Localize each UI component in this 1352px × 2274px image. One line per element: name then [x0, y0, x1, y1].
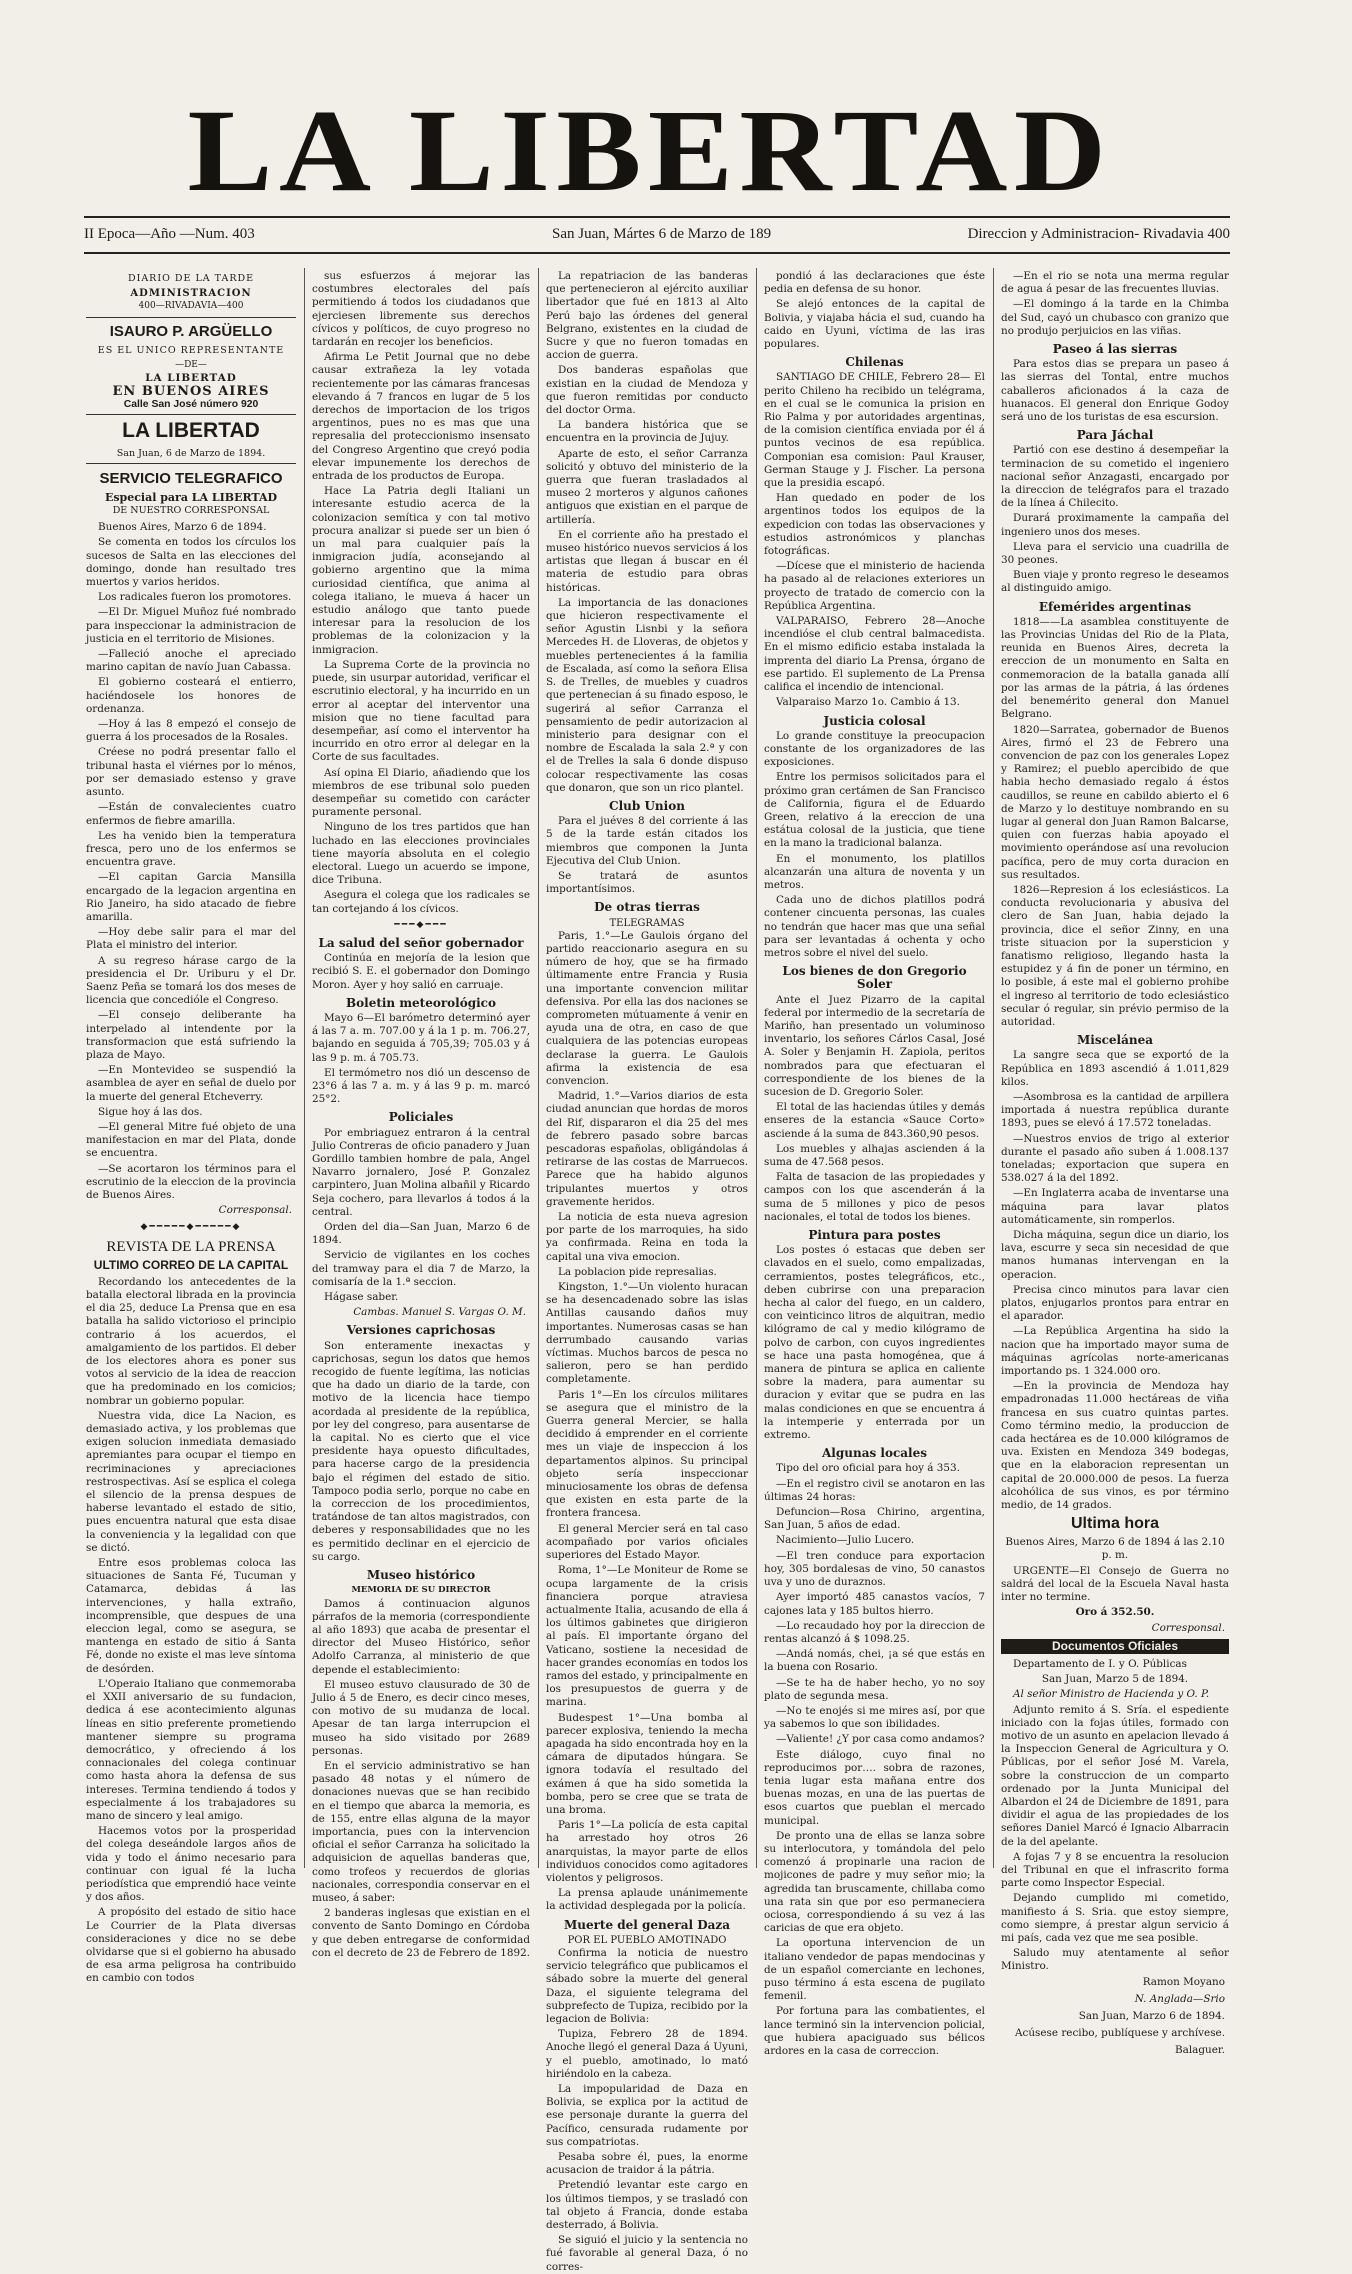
- paragraph: Lo grande constituye la preocupacion constante de los organizadores de las exposiciones.: [764, 729, 985, 769]
- header-rule-bottom: [84, 252, 1230, 254]
- paragraph: Ante el Juez Pizarro de la capital federal por intermedio de la secretaría de Mariño, han presentado un voluminoso inventario, los señores Cárlos Casal, José A. Soler y Benjamin H. Zapiola, peritos nombrados para que efectuaran el correspondiente de los bienes de la sucesion de D. Gregorio Soler.: [764, 993, 985, 1098]
- paragraph: —La República Argentina ha sido la nacion que ha importado mayor suma de máquinas agrícolas norte-americanas importando ps. 1 324.000 oro.: [1001, 1325, 1229, 1378]
- diario-label: DIARIO DE LA TARDE: [127, 273, 255, 284]
- admin-address: 400—RIVADAVIA—400: [138, 301, 244, 312]
- paragraph: Paris, 1.°—Le Gaulois órgano del partido reaccionario asegura en su número de hoy, que se ha firmado últimamente entre Francia y Rusia una importante convencion militar defensiva. Por ella las dos naciones se comprometen mútuamente á venir en ayuda una de otra, en caso de que cualquiera de las potencias europeas declarase la guerra. Le Gaulois afirma la existencia de esa convencion.: [546, 929, 748, 1087]
- paragraph: —En el registro civil se anotaron en las últimas 24 horas:: [764, 1477, 985, 1503]
- representative-city: EN BUENOS AIRES: [112, 384, 270, 400]
- column-3: [546, 270, 748, 2273]
- column-1: [86, 270, 296, 1985]
- paragraph: En el monumento, los platillos alcanzarán una altura de noventa y un metros.: [764, 852, 985, 891]
- paragraph: Son enteramente inexactas y caprichosas, segun los datos que hemos recogido de fuente legítima, las noticias que ha dado un diario de la tarde, con motivo de la licencia hace tiempo acordada al presidente de la república, por ley del congreso, para ausentarse de la capital. No es cierto que el vice presidente haya opuesto dificultades, para hacerse cargo de la presidencia bajo el régimen del estado de sitio. Tampoco podia serlo, porque no cabe en la correccion de los procedimientos, tratándose de tan altos magistrados, con deberes y responsabilidades que no les es permitido declinar en el ejercicio de su cargo.: [312, 1339, 530, 1563]
- paragraph: Se alejó entonces de la capital de Bolivia, y viajaba hácia el sud, cuando ha caido en Uyuni, víctima de las iras populares.: [764, 298, 985, 351]
- paragraph: Este diálogo, cuyo final no reproducimos por…. sobra de razones, tenia lugar esta mañana entre dos buenas mozas, en una de las puertas de esos cuartos que pueblan el mercado municipal.: [764, 1748, 985, 1827]
- representative-name: ISAURO P. ARGÜELLO: [109, 322, 273, 340]
- paragraph: La bandera histórica que se encuentra en la provincia de Jujuy.: [546, 419, 748, 445]
- section-heading: Chilenas: [845, 355, 904, 370]
- paragraph: El general Mercier será en tal caso acompañado por varios oficiales superiores del Estado Mayor.: [546, 1522, 748, 1562]
- paragraph: Valparaiso Marzo 1o. Cambio á 13.: [776, 696, 960, 709]
- paragraph: Servicio de vigilantes en los coches del tramway para el dia 7 de Marzo, la comisaría de la 1.ª seccion.: [312, 1249, 530, 1288]
- paragraph: —El Dr. Miguel Muñoz fué nombrado para inspeccionar la administracion de justicia en el territorio de Misiones.: [86, 606, 296, 645]
- paragraph: Dos banderas españolas que existian en la ciudad de Mendoza y que fueron remitidas por conducto del doctor Orma.: [546, 364, 748, 417]
- paragraph: Sigue hoy á las dos.: [98, 1105, 203, 1118]
- paragraph: —Andá nomás, chei, ¡a sé que estás en la buena con Rosario.: [764, 1648, 985, 1674]
- paragraph: Saludo muy atentamente al señor Ministro.: [1001, 1947, 1229, 1973]
- official-docs-heading: Documentos Oficiales: [1001, 1639, 1229, 1654]
- paragraph: La repatriacion de las banderas que pertenecieron al ejército auxiliar libertador que fué en 1813 al Alto Perú bajo las órdenes del general Belgrano, existentes en la ciudad de Sucre y que no fueron tomadas en accion de guerra.: [546, 270, 748, 362]
- signature: San Juan, Marzo 6 de 1894.: [1078, 2009, 1225, 2022]
- paragraph: sus esfuerzos á mejorar las costumbres electorales del país permitiendo á todos los ciudadanos que ejerciesen libremente sus derechos cívicos y políticos, de cuyo progreso no tardarán en recojer los beneficios.: [312, 270, 530, 349]
- section-heading: Paseo á las sierras: [1052, 342, 1178, 357]
- paragraph: —Falleció anoche el apreciado marino capitan de navío Juan Cabassa.: [86, 648, 296, 674]
- paragraph: Al señor Ministro de Hacienda y O. P.: [1013, 1688, 1210, 1701]
- paragraph: —El consejo deliberante ha interpelado al intendente por la transformacion que está sufriendo la plaza de Mayo.: [86, 1009, 296, 1061]
- paragraph: Asegura el colega que los radicales se tan cortejando á los cívicos.: [312, 889, 530, 915]
- section-heading: Museo histórico: [366, 1568, 476, 1583]
- paragraph: San Juan, Marzo 5 de 1894.: [1041, 1673, 1189, 1686]
- section-heading: Los bienes de don Gregorio Soler: [782, 964, 967, 992]
- section-heading: Muerte del general Daza: [563, 1917, 731, 1932]
- paragraph: Durará proximamente la campaña del ingeniero unos dos meses.: [1001, 512, 1229, 538]
- paragraph: Precisa cinco minutos para lavar cien platos, enjugarlos prontos para entrar en el aparador.: [1001, 1283, 1229, 1323]
- paragraph: Paris 1°—La policía de esta capital ha arrestado hoy otros 26 anarquistas, la mayor parte de ellos individuos conocidos como agitadores violentos y peligrosos.: [546, 1819, 748, 1884]
- paragraph: Buenos Aires, Marzo 6 de 1894 á las 2.10 p. m.: [1005, 1536, 1225, 1562]
- representative-box: [86, 317, 296, 415]
- paragraph: Ninguno de los tres partidos que han luchado en las elecciones provinciales tiene mayoría absoluta en el colegio electoral. Luego un acuerdo se impone, dice Tribuna.: [312, 821, 530, 887]
- column-divider: [756, 268, 757, 1868]
- paragraph: Entre esos problemas coloca las situaciones de Santa Fé, Tucuman y Catamarca, debidas á las intervenciones, y halla extraño, incomprensible, que despues de una eleccion legal, como se asegura, se mantenga en estado de sitio á Santa Fé, donde no existe el mas leve síntoma de desórden.: [86, 1557, 296, 1675]
- paragraph: —Dícese que el ministerio de hacienda ha pasado al de relaciones exteriores un proyecto de tratado de comercio con la República Argentina.: [764, 560, 985, 612]
- paragraph: —Hoy á las 8 empezó el consejo de guerra á los procesados de la Rosales.: [86, 718, 296, 744]
- section-heading: Policiales: [388, 1110, 454, 1125]
- telegraph-correspondent: DE NUESTRO CORRESPONSAL: [112, 505, 270, 517]
- signature: Corresponsal.: [1151, 1621, 1225, 1634]
- paragraph: Dejando cumplido mi cometido, manifiesto á S. Sria. que estoy siempre, como siempre, á prestar algun servicio á mi país, cada vez que me sea posible.: [1001, 1892, 1229, 1944]
- section-heading: Club Union: [609, 798, 685, 813]
- section-heading: Pintura para postes: [808, 1228, 941, 1243]
- paragraph: Se comenta en todos los círculos los sucesos de Salta en las elecciones del domingo, donde han resultado tres muertos y varios heridos.: [86, 536, 296, 589]
- paragraph: —El tren conduce para exportacion hoy, 305 bordalesas de vino, 50 canastos uva y uno de duraznos.: [764, 1549, 985, 1589]
- paragraph: 2 banderas inglesas que existian en el convento de Santo Domingo en Córdoba y que deben entregarse de conformidad con el decreto de 23 de Febrero de 1892.: [312, 1907, 530, 1959]
- press-review-heading: REVISTA DE LA PRENSA: [106, 1238, 276, 1255]
- paragraph: Orden del dia—San Juan, Marzo 6 de 1894.: [312, 1221, 530, 1247]
- paragraph: Nuestra vida, dice La Nacion, es demasiado activa, y los problemas que exigen solucion inmediata demasiado apremiantes para ocupar el tiempo en recriminaciones y apreciaciones restrospectivas. Así se esplica el colega el silencio de la prensa despues de haberse levantado el estado de sitio, pues encuentra natural que esta disae la conveniencia y la legalidad con que se dictó.: [86, 1409, 296, 1554]
- paragraph: La noticia de esta nueva agresion por parte de los marroquies, ha sido ya confirmada. Reina en toda la capital una viva emocion.: [546, 1211, 748, 1263]
- paragraph: —Asombrosa es la cantidad de arpillera importada á nuestra república durante 1893, pues se elevó á 17.572 toneladas.: [1001, 1090, 1229, 1130]
- paragraph: Falta de tasacion de las propiedades y campos con los que ascenderán á la suma de 5 millones y pico de pesos nacionales, el total de todos los bienes.: [764, 1171, 985, 1223]
- paragraph: —El capitan Garcia Mansilla encargado de la legacion argentina en Rio Janeiro, ha sido atacado de fiebre amarilla.: [86, 871, 296, 923]
- address-line: Direccion y Administracion- Rivadavia 400: [967, 226, 1230, 242]
- paragraph: —Valiente! ¿Y por casa como andamos?: [776, 1733, 985, 1746]
- admin-label: ADMINISTRACION: [130, 288, 252, 300]
- paragraph: Tupiza, Febrero 28 de 1894. Anoche llegó el general Daza á Uyuni, y el pueblo, amotinado, lo mató hiriéndolo en la cabeza.: [546, 2028, 748, 2080]
- paragraph: Así opina El Diario, añadiendo que los miembros de ese tribunal solo pueden desempeñar su cometido con carácter puramente personal.: [312, 766, 530, 819]
- paragraph: Créese no podrá presentar fallo el tribunal hasta el viérnes por lo ménos, por ser demasiado estenso y grave asunto.: [86, 746, 296, 799]
- paragraph: —Hoy debe salir para el mar del Plata el ministro del interior.: [86, 926, 296, 952]
- paragraph: Confirma la noticia de nuestro servicio telegráfico que publicamos el sábado sobre la muerte del general Daza, el siguiente telegrama del subprefecto de Tupiza, recibido por la legacion de Bolivia:: [546, 1946, 748, 2025]
- paragraph: Hágase saber.: [324, 1291, 399, 1304]
- paragraph: La poblacion pide represalias.: [558, 1265, 717, 1278]
- paragraph: El total de las haciendas útiles y demás enseres de la estancia «Sauce Corto» asciende á la suma de 843.360,90 pesos.: [764, 1101, 985, 1140]
- paragraph: —No te enojés si me mires así, por que ya sabemos lo que son ibilidades.: [764, 1704, 985, 1731]
- paragraph: Se siguió el juicio y la sentencia no fué favorable al general Daza, ó no corres-: [546, 2234, 748, 2273]
- paragraph: Defuncion—Rosa Chirino, argentina, San Juan, 5 años de edad.: [764, 1506, 985, 1532]
- paragraph: Adjunto remito á S. Sría. el espediente iniciado con la fojas útiles, formado con motivo de un asunto en apelacion llevado á la Inspeccion General de Agricultura y O. Públicas, por el señor José M. Varela, sobre la construccion de un comparto ordenado por la Junta Municipal del Albardon el 24 de Diciembre de 1891, para dividir el agua de las propiedades de los señores Daniel Marcó é Ignacio Albarracin de la del apelante.: [1001, 1703, 1229, 1848]
- paragraph: Hace La Patria degli Italiani un interesante estudio acerca de la colonizacion semítica y con tal motivo procura analizar si puede ser un bien ó un mal para cualquier país la inmigracion judía, aconsejando al gobierno argentino que la mima curiosidad científica, que anima al colega italiano, le mueva á hacer un estudio análogo que tanto puede interesar para la resolucion de los problemas de la colonizacion y la inmigracion.: [312, 485, 530, 656]
- paragraph: Budespest 1°—Una bomba al parecer explosiva, teniendo la mecha apagada ha sido encontrada hoy en la cámara de diputados húngara. Se ignora todavía el resultado del exámen á que ha sido sometida la bomba, pero se cree que se trata de una broma.: [546, 1711, 748, 1816]
- paragraph: —En el rio se nota una merma regular de agua á pesar de las frecuentes lluvias.: [1001, 270, 1229, 296]
- paragraph: L'Operaio Italiano que conmemoraba el XXII aniversario de su fundacion, dedica á ese acontecimiento algunas líneas en sitio preferente prometiendo mantener siempre su programa democrático, y ofreciendo á los connacionales del colega continuar como hasta ahora la defensa de sus intereses. Termina tendiendo á todos y especialmente á los trabajadores su mano de sincero y leal amigo.: [86, 1677, 296, 1822]
- representative-address: Calle San José número 920: [123, 399, 259, 411]
- paragraph: Para estos dias se prepara un paseo á las sierras del Tontal, entre muchos caballeros aficionados á la caza de huanacos. El general don Enrique Godoy será uno de los turistas de esa escursion.: [1001, 358, 1229, 424]
- paragraph: —El domingo á la tarde en la Chimba del Sud, cayó un chubasco con granizo que no produjo perjuicios en las viñas.: [1001, 298, 1229, 337]
- section-subheading: MEMORIA DE SU DIRECTOR: [351, 1585, 491, 1596]
- paragraph: La importancia de las donaciones que hicieron respectivamente el señor Agustin Lisnbi y la señora Mercedes H. de Lloveras, de objetos y muebles pertenecientes á la familia de Escalada, así como la señora Elisa S. de Trelles, de muebles y cuadros que pertenecian á su finado esposo, le sugerirá al señor Carranza el pensamiento de pedir autorizacion al ministerio para designar con el nombre de Escalada la sala 2.ª y con el de Trelles la sala 6 donde dispuso colocar respectivamente las cosas que donaron, que son un rico plantel.: [546, 596, 748, 794]
- paragraph: pondió á las declaraciones que éste pedia en defensa de su honor.: [764, 270, 985, 296]
- paragraph: Los postes ó estacas que deben ser clavados en el suelo, como empalizadas, cerramientos, postes telegráficos, etc., deben cubrirse con una preparacion hecha al calor del fuego, en un caldero, con veinticinco litros de alquitran, medio kilógramo de cal y medio kilógramo de polvo de carbon, con cuyos ingredientes se hace una pasta homogénea, que á manera de pintura se aplica en caliente sobre la madera, para aumentar su duracion y evitar que se pudra en las malas condiciones en que se encuentra á la intemperie y enterrada por un extremo.: [764, 1244, 985, 1442]
- paragraph: Buen viaje y pronto regreso le deseamos al distinguido amigo.: [1001, 569, 1229, 595]
- paragraph: La impopularidad de Daza en Bolivia, se explica por la actitud de ese personaje durante la guerra del Pacífico, censurada rudamente por sus compatriotas.: [546, 2083, 748, 2148]
- paragraph: Para el juéves 8 del corriente á las 5 de la tarde están citados los miembros que componen la Junta Ejecutiva del Club Union.: [546, 815, 748, 867]
- paragraph: Continúa en mejoría de la lesion que recibió S. E. el gobernador don Domingo Moron. Ayer y hoy salió en carruaje.: [312, 952, 530, 991]
- epoch-number: II Epoca—Año —Num. 403: [84, 226, 255, 242]
- paragraph: El termómetro nos dió un descenso de 23°6 á las 7 a. m. y á las 9 p. m. marcó 25°2.: [312, 1066, 530, 1106]
- paragraph: Aparte de esto, el señor Carranza solicitó y obtuvo del ministerio de la guerra que fueran trasladados al museo 2 morteros y algunos cañones antiguos que existian en el parque de artillería.: [546, 447, 748, 526]
- paragraph: El museo estuvo clausurado de 30 de Julio á 5 de Enero, es decir cinco meses, con motivo de su mudanza de local. Apesar de tan larga interrupcion el museo ha sido visitado por 2689 personas.: [312, 1678, 530, 1757]
- paragraph: Tipo del oro oficial para hoy á 353.: [776, 1462, 960, 1475]
- representative-de: —DE—: [175, 359, 207, 370]
- paragraph: El gobierno costeará el entierro, haciéndosele los honores de ordenanza.: [86, 676, 296, 715]
- paragraph: A su regreso hárase cargo de la presidencia el Dr. Uriburu y el Dr. Saenz Peña se tomará los dos meses de licencia que concedióle el Congreso.: [86, 954, 296, 1007]
- paragraph: SANTIAGO DE CHILE, Febrero 28— El perito Chileno ha recibido un telégrama, en el cual se le comunica la prision en Rio Palma y por autoridades argentinas, de la comision científica enviada por él á puntos vecinos de esa república. Componian esa comision: Paul Krauser, German Stauge y J. Fischer. La persona que la presidia escapó.: [764, 371, 985, 490]
- paragraph: Afirma Le Petit Journal que no debe causar extrañeza la ley votada recientemente por las cámaras francesas elevando á 7 francos en lugar de 5 los derechos de importacion de los trigos argentinos, pues no es mas que una represalia del proteccionismo insensato del Congreso Argentino que creyó podia elevar impunemente los derechos de entrada de los productos de Europa.: [312, 351, 530, 483]
- column-divider: [538, 268, 539, 1868]
- section-heading: Miscelánea: [1076, 1033, 1153, 1048]
- paragraph: 1826—Represion á los eclesiásticos. La conducta revolucionaria y abusiva del clero de San Juan, habia dejado la provincia, dice el señor Zinny, en una triste situacion por la supersticion y fanatismo religioso, llegando hasta la estupidez y á fin de poner un término, en lo posible, á este mal el gobierno prohibe el ingreso al territorio de todo eclesiástico secular ó regular, sin prévio permiso de la autoridad.: [1001, 883, 1229, 1028]
- signature: Ramon Moyano: [1142, 1975, 1225, 1988]
- paragraph: VALPARAISO, Febrero 28—Anoche incendióse el club central balmacedista. En el mismo edificio estaba instalada la imprenta del diario La Prensa, órgano de ese partido. El suplemento de La Prensa califica el incendio de intencional.: [764, 615, 985, 694]
- paragraph: A fojas 7 y 8 se encuentra la resolucion del Tribunal en que el infrascrito forma parte como Inspector Especial.: [1001, 1850, 1229, 1890]
- signature: Corresponsal.: [218, 1204, 292, 1217]
- representative-paper: LA LIBERTAD: [145, 372, 237, 385]
- paragraph: Nacimiento—Julio Lucero.: [776, 1534, 915, 1547]
- paragraph: Damos á continuacion algunos párrafos de la memoria (correspondiente al año 1893) que acaba de presentar el director del Museo Histórico, señor Adolfo Carranza, al ministerio de que depende el establecimiento:: [312, 1597, 530, 1676]
- section-heading: Efemérides argentinas: [1038, 599, 1192, 614]
- paragraph: Entre los permisos solicitados para el próximo gran certámen de San Francisco de California, figura el de Eduardo Green, relativo á la ereccion de una estátua colosal de la justicia, que tiene en la mano la tradicional balanza.: [764, 771, 985, 850]
- paragraph: —En la provincia de Mendoza hay empadronadas 11.000 hectáreas de viña francesa en sus cuatro quintas partes. Como término medio, la produccion de cada hectárea es de 10.000 kilógramos de uva. Existen en Mendoza 349 bodegas, que en la elaboracion representan un capital de 20.000.000 de pesos. La fuerza alcohólica de sus vinos, es por término medio, de 14 grados.: [1001, 1380, 1229, 1512]
- paragraph: Paris 1°—En los círculos militares se asegura que el ministro de la Guerra general Mercier, se halla decidido á emprender en el corriente mes un viaje de inspeccion á los departamentos alpinos. Su principal objeto sería inspeccionar minuciosamente los obras de defensa que existen en esta parte de la frontera francesa.: [546, 1388, 748, 1520]
- paragraph: Hacemos votos por la prosperidad del colega deseándole largos años de vida y todo el ánimo necesario para continuar con igual fé la lucha periodística que emprendió hace veinte y dos años.: [86, 1825, 296, 1904]
- paragraph: —En Montevideo se suspendió la asamblea de ayer en señal de duelo por la muerte del general Etcheverry.: [86, 1064, 296, 1103]
- dateline: San Juan, 6 de Marzo de 1894.: [86, 447, 296, 464]
- paragraph: En el servicio administrativo se han pasado 48 notas y el número de donaciones nuevas que se han recibido en el tiempo que abarca la memoria, es de 155, entre ellas alguna de la mayor importancia, pues con la intervencion oficial el señor Carranza ha solicitado la adquisicion de aquellas banderas que, como trofeos y recuerdos de glorias nacionales, correspondia conservar en el museo, á saber:: [312, 1759, 530, 1904]
- telegraph-body: [86, 521, 296, 1202]
- paragraph: Oro á 352.50.: [1075, 1606, 1155, 1619]
- section-heading: Boletin meteorológico: [345, 995, 496, 1010]
- paragraph: Departamento de I. y O. Públicas: [1013, 1657, 1187, 1670]
- paper-name: LA LIBERTAD: [122, 418, 260, 442]
- paragraph: Los muebles y alhajas ascienden á la suma de 47.568 pesos.: [764, 1142, 985, 1168]
- ornament-divider: ━━━◆━━━: [394, 919, 448, 930]
- paragraph: URGENTE—El Consejo de Guerra no saldrá del local de la Escuela Naval hasta inter no termine.: [1001, 1564, 1229, 1604]
- issue-date: San Juan, Mártes 6 de Marzo de 189: [552, 226, 772, 242]
- representative-line: ES EL UNICO REPRESENTANTE: [97, 344, 285, 356]
- paragraph: Pesaba sobre él, pues, la enorme acusacion de traidor á la pátria.: [546, 2151, 748, 2177]
- paragraph: En el corriente año ha prestado el museo histórico nuevos servicios á los artistas que llegan á buscar en él materia de estudio para obras históricas.: [546, 528, 748, 594]
- column-divider: [993, 268, 994, 1868]
- section-heading: Algunas locales: [821, 1446, 927, 1461]
- column-4: [764, 270, 985, 2057]
- paragraph: Por embriaguez entraron á la central Julio Contreras de oficio panadero y Juan Gordillo tambien hombre de pala, Angel Navarro jornalero, José P. Gonzalez carpintero, Juan Molina albañil y Ricardo Seja cochero, para llevarlos á todos á la central.: [312, 1126, 530, 1218]
- header-rule-top: [84, 216, 1230, 218]
- press-review-body: [86, 1276, 296, 1986]
- paragraph: La sangre seca que se exportó de la República en 1893 ascendió á 1.011,829 kilos.: [1001, 1049, 1229, 1088]
- paragraph: Por fortuna para las combatientes, el lance terminó sin la intervencion policial, que hubiera apaciguado sus bélicos ardores en la casa de correccion.: [764, 2005, 985, 2057]
- paragraph: —Lo recaudado hoy por la direccion de rentas alcanzó á $ 1098.25.: [764, 1619, 985, 1645]
- paragraph: Kingston, 1.°—Un violento huracan se ha desencadenado sobre las islas Antillas causando daños muy importantes. Numerosas casas se han derrumbado causando varias víctimas. Muchos barcos de pesca no salieron, pero se han perdido completamente.: [546, 1281, 748, 1386]
- paragraph: De pronto una de ellas se lanza sobre su interlocutora, y tomándola del pelo comenzó á propinarle una racion de mojicones de padre y muy señor mio; la agredida tan bruscamente, chillaba como una rata sin que por eso permaneciera ociosa, correspondiendo á su vez á las caricias de que era objeto.: [764, 1829, 985, 1935]
- section-heading: Justicia colosal: [823, 713, 926, 728]
- paragraph: 1820—Sarratea, gobernador de Buenos Aires, firmó el 23 de Febrero una convencion de paz con los generales Lopez y Ramirez; el pueblo apercibido de que habia hecho demasiado regalo á éstos caudillos, se reune en cabildo abierto el 6 de Marzo y lo destituye nombrando en su lugar al general don Juan Ramon Balcarse, quien con fuerzas habia apoyado el movimiento operándose así una revolucion pacífica, pero de muy corta duracion en sus resultados.: [1001, 723, 1229, 881]
- paragraph: —El general Mitre fué objeto de una manifestacion en mar del Plata, donde se encuentra.: [86, 1120, 296, 1160]
- section-subheading: POR EL PUEBLO AMOTINADO: [567, 1934, 727, 1946]
- signature: Acúsese recibo, publíquese y archívese.: [1015, 2027, 1225, 2040]
- press-review-subheading: ULTIMO CORREO DE LA CAPITAL: [93, 1257, 289, 1272]
- section-heading: De otras tierras: [594, 900, 700, 915]
- paragraph: Roma, 1°—Le Moniteur de Rome se ocupa largamente de la crisis financiera porque atraviesa actualmente Italia, acusando de ella á los últimos gabinetes que dirigieron al país. El importante órgano del Vaticano, sostiene la necesidad de hacer grandes economías en todos los ramos del estado, y principalmente en los presupuestos de guerra y de marina.: [546, 1564, 748, 1709]
- masthead-title: LA LIBERTAD: [187, 85, 1113, 216]
- paragraph: La oportuna intervencion de un italiano vendedor de papas mendocinas y de un español comerciante en lechones, puso término á esta escena de pugilato femenil.: [764, 1937, 985, 2003]
- signature: Balaguer.: [1175, 2044, 1225, 2057]
- telegraph-heading: SERVICIO TELEGRAFICO: [99, 469, 283, 487]
- ornament-divider: ◆━━━━━◆━━━━━◆: [140, 1222, 242, 1233]
- paragraph: La prensa aplaude unánimemente la actividad desplegada por la policía.: [546, 1887, 748, 1913]
- paragraph: Madrid, 1.°—Varios diarios de esta ciudad anuncian que hordas de moros del Rif, dispararon el dia 25 del mes de febrero pasado sobre barcas pescadoras españolas, obligándolas á retirarse de las costas de Marruecos. Parece que ha habido algunos tripulantes muertos y otros gravemente heridos.: [546, 1090, 748, 1208]
- paragraph: Lleva para el servicio una cuadrilla de 30 peones.: [1001, 540, 1229, 567]
- paragraph: 1818——La asamblea constituyente de las Provincias Unidas del Rio de la Plata, reunida en Buenos Aires, decreta la ereccion de un monumento en Salta en conmemoracion de la batalla ganada allí por las armas de la pátria, á las órdenes del benemérito general don Manuel Belgrano.: [1001, 615, 1229, 721]
- section-heading: La salud del señor gobernador: [318, 935, 524, 950]
- signature: Cambas. Manuel S. Vargas O. M.: [353, 1306, 526, 1319]
- paragraph: Dicha máquina, segun dice un diario, los lava, escurre y seca sin necesidad de que manos humanas intervengan en la operacion.: [1001, 1229, 1229, 1281]
- paragraph: A propósito del estado de sitio hace Le Courrier de la Plata diversas consideraciones y dice no se debe olvidarse que si el gobierno ha abusado de esa arma peligrosa ha contribuido en cambio con todos: [86, 1906, 296, 1985]
- paragraph: Recordando los antecedentes de la batalla electoral librada en la provincia el dia 25, deduce La Prensa que en esa batalla ha salido victorioso el principio contrario á los acuerdos, el amalgamiento de los partidos. El deber de los electores ahora es poner sus votos al servicio de la idea de reaccion que ha predominado en los comicios; nombrar un gobierno popular.: [86, 1275, 296, 1407]
- column-2: [312, 270, 530, 1959]
- paragraph: Les ha venido bien la temperatura fresca, pero uno de los enfermos se encuentra grave.: [86, 829, 296, 869]
- paragraph: Han quedado en poder de los argentinos todos los equipos de la expedicion con todas las observaciones y estudios astronómicos y planchas fotográficas.: [764, 492, 985, 558]
- paragraph: —Se acortaron los términos para el escrutinio de la eleccion de la provincia de Buenos Aires.: [86, 1162, 296, 1201]
- header-info-line: [84, 226, 1230, 246]
- paragraph: Ayer importó 485 canastos vacíos, 7 cajones lata y 185 bultos hierro.: [764, 1591, 985, 1617]
- section-heading: Versiones caprichosas: [346, 1323, 496, 1338]
- column-divider: [304, 268, 305, 1868]
- paragraph: Partió con ese destino á desempeñar la terminacion de su cometido el ingeniero nacional señor Anzagasti, encargado por la direccion de telégrafos para el trazado de la línea á Chilecito.: [1001, 444, 1229, 510]
- paragraph: Mayo 6—El barómetro determinó ayer á las 7 a. m. 707.00 y á la 1 p. m. 706.27, bajando en seguida á 705,39; 705.03 y á las 9 p. m. á 705.73.: [312, 1011, 530, 1064]
- paragraph: —En Inglaterra acaba de inventarse una máquina para lavar platos automáticamente, sin romperlos.: [1001, 1187, 1229, 1226]
- signature: N. Anglada—Srio: [1134, 1992, 1225, 2005]
- section-heading: Para Jáchal: [1076, 428, 1154, 443]
- paragraph: —Nuestros envios de trigo al exterior durante el pasado año suben á 1.008.137 toneladas; exportacion que supera en 538.027 á la del 1892.: [1001, 1132, 1229, 1185]
- column-5: [1001, 270, 1229, 2057]
- paragraph: La Suprema Corte de la provincia no puede, sin usurpar autoridad, verificar el escrutinio electoral, y ha incurrido en un error al aceptar del interventor una mision que no tiene facultad para desempeñar, así como el interventor ha incurrido en otro error al delegar en la Corte de sus facultades.: [312, 658, 530, 764]
- paragraph: Se tratará de asuntos importantísimos.: [546, 869, 748, 896]
- last-hour-heading: Ultima hora: [1070, 1515, 1159, 1533]
- paragraph: Cada uno de dichos platillos podrá contener cincuenta personas, las cuales no tendrán que hacer mas que una señal para ser levantadas á ochenta y ocho metros sobre el nivel del suelo.: [764, 894, 985, 959]
- paragraph: Los radicales fueron los promotores.: [98, 591, 292, 604]
- telegraph-special: Especial para LA LIBERTAD: [104, 490, 278, 504]
- paragraph: Buenos Aires, Marzo 6 de 1894.: [98, 521, 267, 534]
- section-subheading: TELEGRAMAS: [609, 917, 685, 929]
- paragraph: Pretendió levantar este cargo en los últimos tiempos, y se trasladó con tal objeto á Francia, donde estaba desterrado, á Bolivia.: [546, 2179, 748, 2232]
- paragraph: —Se te ha de haber hecho, yo no soy plato de segunda mesa.: [764, 1676, 985, 1702]
- paragraph: —Están de convalecientes cuatro enfermos de fiebre amarilla.: [86, 801, 296, 827]
